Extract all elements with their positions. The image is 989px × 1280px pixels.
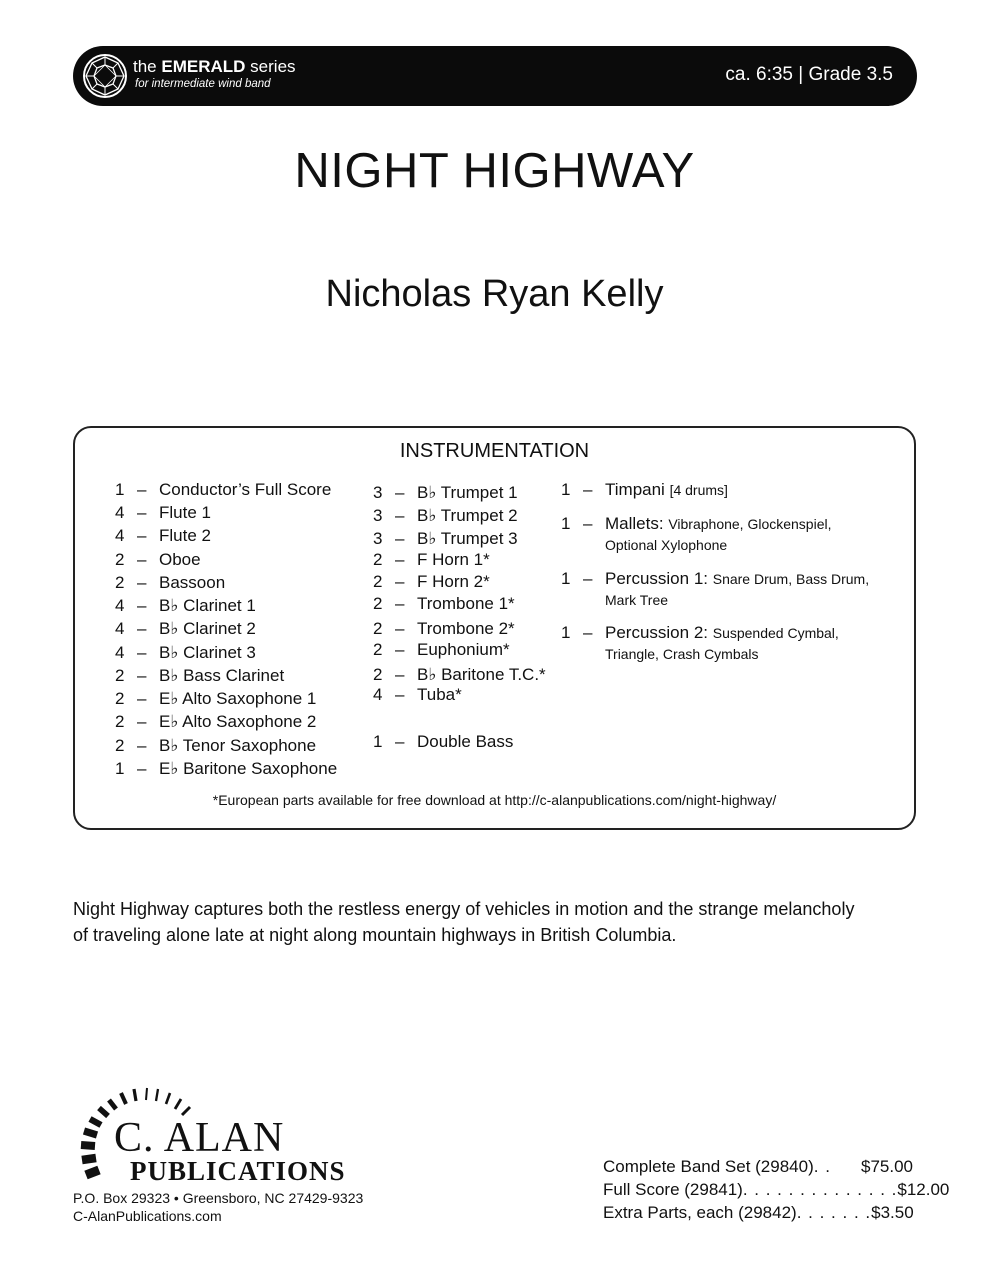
instrument-name: Trombone 2* [417, 619, 515, 638]
percussion-detail-2: Triangle, Crash Cymbals [605, 646, 759, 662]
dash: – [583, 514, 593, 533]
dash: – [137, 712, 147, 731]
percussion-detail: Vibraphone, Glockenspiel, [668, 516, 832, 532]
percussion-detail-2: Mark Tree [605, 592, 669, 608]
series-subtitle: for intermediate wind band [135, 78, 271, 90]
instrument-name: Conductor’s Full Score [159, 480, 332, 499]
dash: – [137, 596, 147, 615]
percussion-detail: Snare Drum, Bass Drum, [712, 571, 870, 587]
dash: – [583, 569, 593, 588]
instrument-qty: 1 [115, 759, 125, 778]
series-emerald: EMERALD [161, 57, 246, 76]
price-value: $3.50 [871, 1203, 914, 1222]
instrument-qty: 4 [115, 619, 125, 638]
emerald-gem-icon [81, 52, 129, 100]
publisher-website[interactable]: C-AlanPublications.com [73, 1208, 222, 1224]
instrument-name: Flute 2 [159, 526, 211, 545]
dash: – [137, 666, 147, 685]
instrument-name: B♭ Trumpet 2 [417, 506, 518, 525]
percussion-qty: 1 [561, 480, 571, 499]
percussion-name-line [605, 623, 839, 643]
instrument-qty: 2 [373, 665, 383, 684]
publisher-name: C. ALAN [114, 1115, 285, 1161]
dash: – [583, 623, 593, 642]
instrument-qty: 2 [373, 619, 383, 638]
dash: – [137, 619, 147, 638]
description-title: Night Highway [73, 899, 190, 919]
dash: – [395, 529, 405, 548]
series-prefix: the [133, 57, 157, 76]
instrument-name: E♭ Alto Saxophone 1 [159, 689, 317, 708]
dash: – [583, 480, 593, 499]
price-dots: . . [813, 1157, 831, 1176]
price-row [603, 1155, 913, 1178]
instrument-name: Tuba* [417, 685, 462, 704]
price-value: $75.00 [861, 1157, 913, 1176]
instrument-name: Euphonium* [417, 640, 510, 659]
publisher-logo [70, 1080, 400, 1190]
dash: – [395, 732, 405, 751]
percussion-name: Percussion 2: [605, 623, 708, 642]
instrument-qty: 2 [373, 640, 383, 659]
instrument-name: B♭ Trumpet 3 [417, 529, 518, 548]
composer-name: Nicholas Ryan Kelly [325, 273, 664, 315]
duration-grade: ca. 6:35 | Grade 3.5 [725, 64, 893, 85]
instrumentation-heading: INSTRUMENTATION [399, 440, 590, 462]
percussion-qty: 1 [561, 623, 571, 642]
instrumentation-box [73, 426, 916, 830]
instrument-qty: 3 [373, 483, 383, 502]
instrument-qty: 4 [115, 643, 125, 662]
instrument-name: B♭ Trumpet 1 [417, 483, 518, 502]
dash: – [395, 572, 405, 591]
dash: – [395, 685, 405, 704]
price-list [603, 1155, 950, 1224]
dash: – [137, 480, 147, 499]
percussion-name: Mallets: [605, 514, 664, 533]
dash: – [395, 619, 405, 638]
dash: – [137, 503, 147, 522]
instrument-name: B♭ Tenor Saxophone [159, 736, 317, 755]
price-dots: . . . . . . . . . . . . . . [742, 1180, 898, 1199]
price-label: Complete Band Set (29840) [603, 1157, 814, 1176]
dash: – [137, 526, 147, 545]
instrument-name: B♭ Bass Clarinet [159, 666, 285, 685]
price-row [603, 1201, 913, 1224]
instrument-name: Oboe [159, 550, 201, 569]
instrument-qty: 2 [373, 550, 383, 569]
dash: – [395, 665, 405, 684]
instrument-name: B♭ Clarinet 3 [159, 643, 256, 662]
instrument-qty: 2 [115, 550, 125, 569]
dash: – [395, 483, 405, 502]
percussion-name-line [605, 514, 832, 534]
price-row [603, 1178, 950, 1201]
instrument-qty: 2 [115, 712, 125, 731]
publisher-subname: PUBLICATIONS [130, 1156, 346, 1186]
instrument-qty: 3 [373, 529, 383, 548]
dash: – [395, 640, 405, 659]
piece-title: NIGHT HIGHWAY [294, 144, 695, 198]
series-banner [73, 46, 917, 106]
price-dots: . . . . . . . [796, 1203, 872, 1222]
percussion-name: Percussion 1: [605, 569, 708, 588]
instrument-qty: 2 [115, 689, 125, 708]
percussion-detail-2: Optional Xylophone [605, 537, 728, 553]
percussion-name: Timpani [605, 480, 665, 499]
percussion-qty: 1 [561, 514, 571, 533]
dash: – [395, 506, 405, 525]
instrument-name: B♭ Clarinet 2 [159, 619, 256, 638]
publisher-address: P.O. Box 29323 • Greensboro, NC 27429-9323 [73, 1190, 364, 1206]
instrument-name: F Horn 1* [417, 550, 490, 569]
instrument-name: E♭ Baritone Saxophone [159, 759, 338, 778]
price-value: $12.00 [897, 1180, 950, 1199]
instrument-name: Trombone 1* [417, 594, 515, 613]
instrument-qty: 2 [115, 736, 125, 755]
instrument-name: F Horn 2* [417, 572, 490, 591]
description [73, 896, 933, 948]
price-label: Full Score (29841) [603, 1180, 743, 1199]
percussion-qty: 1 [561, 569, 571, 588]
percussion-detail: [4 drums] [669, 482, 728, 498]
instrument-qty: 2 [373, 594, 383, 613]
instrument-qty: 1 [115, 480, 125, 499]
dash: – [137, 689, 147, 708]
dash: – [395, 550, 405, 569]
publisher-address-block [73, 1189, 363, 1225]
instrument-qty: 4 [115, 596, 125, 615]
instrument-name: E♭ Alto Saxophone 2 [159, 712, 317, 731]
dash: – [395, 594, 405, 613]
dash: – [137, 573, 147, 592]
percussion-detail: Suspended Cymbal, [712, 625, 839, 641]
instrument-qty: 3 [373, 506, 383, 525]
dash: – [137, 759, 147, 778]
description-line-2: of traveling alone late at night along mountain highways in British Columbia. [73, 925, 677, 945]
price-label: Extra Parts, each (29842) [603, 1203, 797, 1222]
instrument-name: B♭ Clarinet 1 [159, 596, 256, 615]
instrument-qty: 2 [115, 666, 125, 685]
dash: – [137, 736, 147, 755]
percussion-name-line [605, 480, 728, 500]
percussion-name-line [605, 569, 869, 589]
instrument-name: B♭ Baritone T.C.* [417, 665, 546, 684]
instrument-qty: 4 [115, 526, 125, 545]
instrument-qty: 1 [373, 732, 383, 751]
instrument-name: Flute 1 [159, 503, 211, 522]
description-line-1: captures both the restless energy of vehicles in motion and the strange melancholy [189, 899, 855, 919]
instrument-qty: 4 [115, 503, 125, 522]
instrument-name: Double Bass [417, 732, 514, 751]
instrument-qty: 2 [373, 572, 383, 591]
instrument-qty: 2 [115, 573, 125, 592]
series-suffix: series [250, 57, 296, 76]
european-parts-note: *European parts available for free download at http://c-alanpublications.com/night-highway/ [212, 792, 777, 808]
dash: – [137, 643, 147, 662]
instrument-qty: 4 [373, 685, 383, 704]
series-name [133, 57, 296, 77]
instrument-name: Bassoon [159, 573, 226, 592]
dash: – [137, 550, 147, 569]
